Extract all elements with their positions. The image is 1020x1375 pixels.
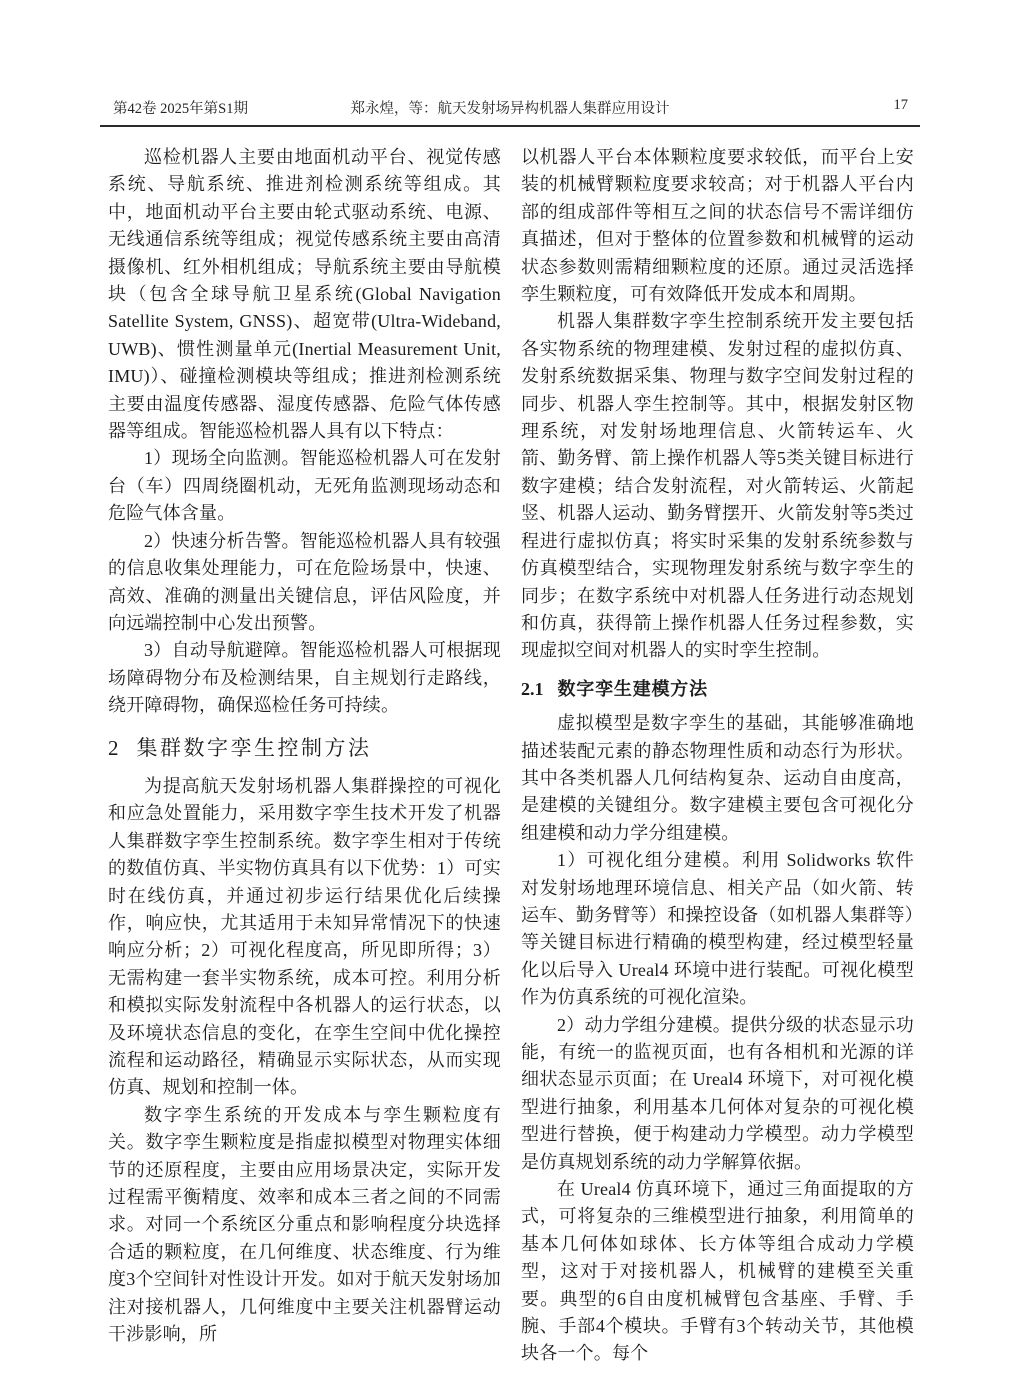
paragraph-twin-system-development: 机器人集群数字孪生控制系统开发主要包括各实物系统的物理建模、发射过程的虚拟仿真、发射系统数据采集、物理与数字空间发射过程的同步、机器人孪生控制等。其中，根据发射区物理系统，对发射场地理信息、火箭转运车、火箭、勤务臂、箭上操作机器人等5类关键目标进行数字建模；结合发射流程，对火箭转运、火箭起竖、机器人运动、勤务臂摆开、火箭发射等5类过程进行虚拟仿真；将实时采集的发射系统参数与仿真模型结合，实现物理发射系统与数字孪生的同步；在数字系统中对机器人任务进行动态规划和仿真，获得箭上操作机器人任务过程参数，实现虚拟空间对机器人的实时孪生控制。 (521, 311, 914, 661)
subsection-title: 数字孪生建模方法 (557, 678, 708, 699)
paragraph-inspection-robot-composition: 巡检机器人主要由地面机动平台、视觉传感系统、导航系统、推进剂检测系统等组成。其中，地面机动平台主要由轮式驱动系统、电源、无线通信系统等组成；视觉传感系统主要由高清摄像机、红外相机组成；导航系统主要由导航模块（包含全球导航卫星系统(Global Navigation Satellite System, GNSS)、超宽带(Ultra-Wideband, UWB)、惯性测量单元(Inertial Measurement Unit, IMU)）、碰撞检测模块等组成；推进剂检测系统主要由温度传感器、湿度传感器、危险气体传感器等组成。智能巡检机器人具有以下特点： (108, 147, 501, 442)
column-left (108, 144, 501, 1348)
paragraph-virtual-model-basis: 虚拟模型是数字孪生的基础，其能够准确地描述装配元素的静态物理性质和动态行为形状。其中各类机器人几何结构复杂、运动自由度高，是建模的关键组分。数字建模主要包含可视化分组建模和动力学分组建模。 (521, 713, 914, 843)
running-header (100, 97, 920, 119)
page-number: 17 (893, 97, 908, 113)
paragraph-dynamics-component-modeling: 2）动力学组分建模。提供分级的状态显示功能，有统一的监视页面，也有各相机和光源的详细状态显示页面；在 Ureal4 环境下，对可视化模型进行抽象，利用基本几何体对复杂的可视化模型进行替换，便于构建动力学模型。动力学模型是仿真规划系统的动力学解算依据。 (521, 1014, 914, 1172)
paragraph-feature-2-alerting: 2）快速分析告警。智能巡检机器人具有较强的信息收集处理能力，可在危险场景中，快速、高效、准确的测量出关键信息，评估风险度，并向远端控制中心发出预警。 (108, 530, 501, 633)
paragraph-visual-component-modeling: 1）可视化组分建模。利用 Solidworks 软件对发射场地理环境信息、相关产品（如火箭、转运车、勤务臂等）和操控设备（如机器人集群等）等关键目标进行精确的模型构建，经过模型轻量化以后导入 Ureal4 环境中进行装配。可视化模型作为仿真系统的可视化渲染。 (521, 850, 914, 1008)
section-heading-2 (108, 735, 501, 762)
section-number: 2 (108, 735, 119, 760)
paragraph-ureal4-dynamics-model: 在 Ureal4 仿真环境下，通过三角面提取的方式，可将复杂的三维模型进行抽象，利用简单的基本几何体如球体、长方体等组合成动力学模型，这对于对接机器人，机械臂的建模至关重要。典型的6自由度机械臂包含基座、手臂、手腕、手部4个模块。手臂有3个转动关节，其他模块各一个。每个 (521, 1179, 914, 1364)
section-title: 集群数字孪生控制方法 (136, 735, 372, 760)
header-rule (100, 125, 920, 127)
paragraph-digital-twin-advantages: 为提高航天发射场机器人集群操控的可视化和应急处置能力，采用数字孪生技术开发了机器人集群数字孪生控制系统。数字孪生相对于传统的数值仿真、半实物仿真具有以下优势：1）可实时在线仿真，并通过初步运行结果优化后续操作，响应快，尤其适用于未知异常情况下的快速响应分析；2）可视化程度高，所见即所得；3）无需构建一套半实物系统，成本可控。利用分析和模拟实际发射流程中各机器人的运行状态，以及环境状态信息的变化，在孪生空间中优化操控流程和运动路径，精确显示实际状态，从而实现仿真、规划和控制一体。 (108, 775, 501, 1098)
journal-volume-issue: 第42卷 2025年第S1期 (113, 101, 248, 117)
subsection-number: 2.1 (521, 678, 544, 699)
running-title: 郑永煌，等：航天发射场异构机器人集群应用设计 (350, 101, 670, 117)
paragraph-twin-granularity: 数字孪生系统的开发成本与孪生颗粒度有关。数字孪生颗粒度是指虚拟模型对物理实体细节的还原程度，主要由应用场景决定，实际开发过程需平衡精度、效率和成本三者之间的不同需求。对同一个系统区分重点和影响程度分块选择合适的颗粒度，在几何维度、状态维度、行为维度3个空间针对性设计开发。如对于航天发射场加注对接机器人，几何维度中主要关注机器臂运动干涉影响，所 (108, 1104, 501, 1345)
paragraph-feature-3-navigation: 3）自动导航避障。智能巡检机器人可根据现场障碍物分布及检测结果，自主规划行走路线，绕开障碍物，确保巡检任务可持续。 (108, 640, 501, 716)
paragraph-feature-1-monitoring: 1）现场全向监测。智能巡检机器人可在发射台（车）四周绕圈机动，无死角监测现场动态和危险气体含量。 (108, 448, 501, 524)
column-right (521, 144, 914, 1368)
subsection-heading-2-1 (521, 676, 914, 703)
paragraph-granularity-continued: 以机器人平台本体颗粒度要求较低，而平台上安装的机械臂颗粒度要求较高；对于机器人平台内部的组成部件等相互之间的状态信号不需详细仿真描述，但对于整体的位置参数和机械臂的运动状态参数则需精细颗粒度的还原。通过灵活选择孪生颗粒度，可有效降低开发成本和周期。 (521, 147, 914, 305)
